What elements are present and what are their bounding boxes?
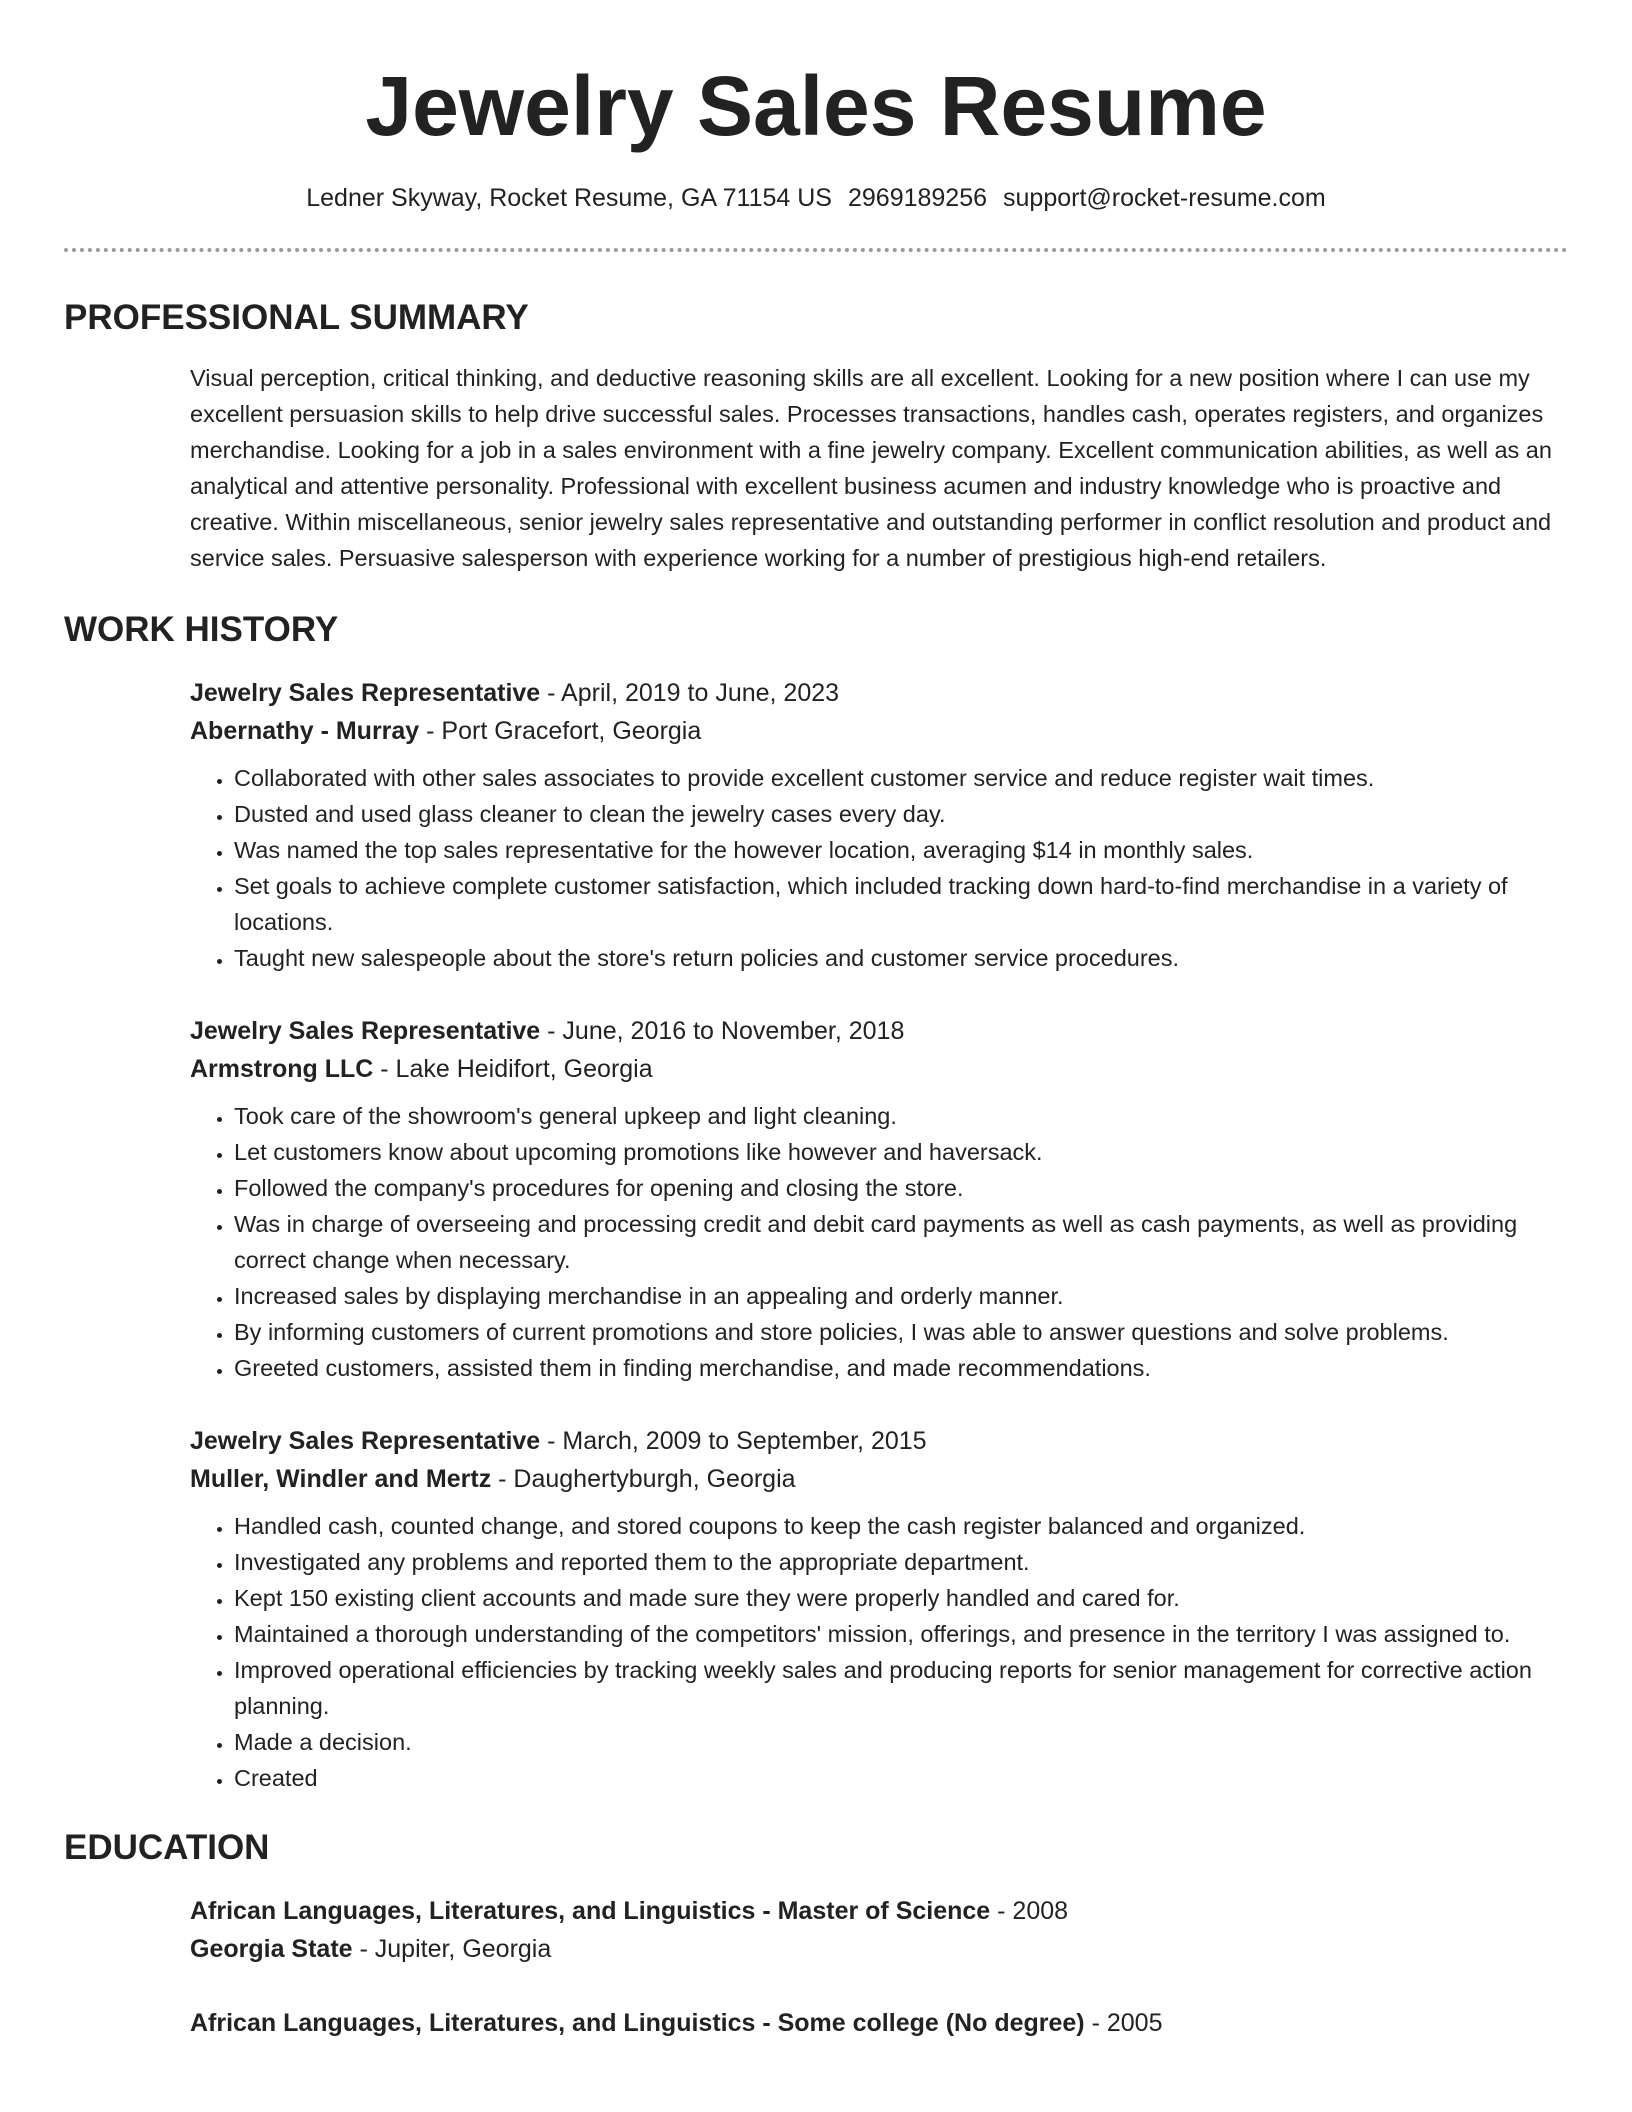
header-divider xyxy=(64,248,1568,252)
job-bullet: • Taught new salespeople about the store's return policies and customer service procedures. xyxy=(234,940,1568,976)
job-bullets xyxy=(190,1098,1568,1386)
job-bullets xyxy=(190,760,1568,976)
job-dates: - June, 2016 to November, 2018 xyxy=(540,1017,905,1045)
job-bullet: • Was named the top sales representative for the however location, averaging $14 in monthly sales. xyxy=(234,832,1568,868)
job-company: Abernathy - Murray xyxy=(190,717,420,745)
job-title: Jewelry Sales Representative xyxy=(190,679,541,707)
work-history-section xyxy=(64,608,1568,1796)
education-location: - Jupiter, Georgia xyxy=(352,1935,552,1963)
job-title: Jewelry Sales Representative xyxy=(190,1427,541,1455)
education-year: - 2008 xyxy=(990,1897,1069,1925)
job-bullet: • Maintained a thorough understanding of the competitors' mission, offerings, and presence in the territory I was assigned to. xyxy=(234,1616,1568,1652)
job-bullet: • By informing customers of current promotions and store policies, I was able to answer questions and solve problems. xyxy=(234,1314,1568,1350)
job-title: Jewelry Sales Representative xyxy=(190,1017,541,1045)
job-dates: - April, 2019 to June, 2023 xyxy=(540,679,840,707)
summary-heading: PROFESSIONAL SUMMARY xyxy=(64,298,529,337)
education-section xyxy=(64,1826,1568,2042)
job-entry xyxy=(190,1012,1568,1386)
job-bullet: • Set goals to achieve complete customer satisfaction, which included tracking down hard-to-find merchandise in a variety of locations. xyxy=(234,868,1568,940)
education-degree: African Languages, Literatures, and Linguistics - Some college (No degree) xyxy=(190,2009,1085,2037)
job-bullet: • Kept 150 existing client accounts and made sure they were properly handled and cared for. xyxy=(234,1580,1568,1616)
job-bullet: • Created xyxy=(234,1760,1568,1796)
summary-text: Visual perception, critical thinking, and deductive reasoning skills are all excellent. Looking for a new position where I can use my excellent persuasion skills to help drive successful sales. Processes transactions, handles cash, operates registers, and organizes merchandise. Looking for a job in a sales environment with a fine jewelry company. Excellent communication abilities, as well as an analytical and attentive personality. Professional with excellent business acumen and industry knowledge who is proactive and creative. Within miscellaneous, senior jewelry sales representative and outstanding performer in conflict resolution and product and service sales. Persuasive salesperson with experience working for a number of prestigious high-end retailers. xyxy=(190,365,1552,571)
education-degree: African Languages, Literatures, and Linguistics - Master of Science xyxy=(190,1897,991,1925)
work-history-heading: WORK HISTORY xyxy=(64,610,339,649)
contact-phone: 2969189256 xyxy=(847,184,988,212)
education-school: Georgia State xyxy=(190,1935,353,1963)
job-bullet: • Collaborated with other sales associates to provide excellent customer service and reduce register wait times. xyxy=(234,760,1568,796)
job-entry xyxy=(190,1422,1568,1796)
summary-section xyxy=(64,296,1568,576)
education-heading: EDUCATION xyxy=(64,1828,270,1867)
job-bullet: • Took care of the showroom's general upkeep and light cleaning. xyxy=(234,1098,1568,1134)
job-location: - Daughertyburgh, Georgia xyxy=(491,1465,796,1493)
job-bullet: • Let customers know about upcoming promotions like however and haversack. xyxy=(234,1134,1568,1170)
job-bullet: • Was in charge of overseeing and processing credit and debit card payments as well as cash payments, as well as providing correct change when necessary. xyxy=(234,1206,1568,1278)
job-bullet: • Followed the company's procedures for opening and closing the store. xyxy=(234,1170,1568,1206)
job-bullets xyxy=(190,1508,1568,1796)
resume-title: Jewelry Sales Resume xyxy=(365,59,1267,153)
job-bullet: • Investigated any problems and reported them to the appropriate department. xyxy=(234,1544,1568,1580)
job-location: - Lake Heidifort, Georgia xyxy=(373,1055,653,1083)
contact-address: Ledner Skyway, Rocket Resume, GA 71154 US xyxy=(306,184,832,212)
job-bullet: • Improved operational efficiencies by tracking weekly sales and producing reports for senior management for corrective action planning. xyxy=(234,1652,1568,1724)
job-bullet: • Increased sales by displaying merchandise in an appealing and orderly manner. xyxy=(234,1278,1568,1314)
job-company: Armstrong LLC xyxy=(190,1055,374,1083)
job-bullet: • Made a decision. xyxy=(234,1724,1568,1760)
job-location: - Port Gracefort, Georgia xyxy=(419,717,702,745)
job-company: Muller, Windler and Mertz xyxy=(190,1465,492,1493)
education-entry xyxy=(190,1892,1568,1968)
contact-email: support@rocket-resume.com xyxy=(1003,184,1326,212)
contact-line xyxy=(0,182,1632,214)
job-dates: - March, 2009 to September, 2015 xyxy=(540,1427,927,1455)
job-entry xyxy=(190,674,1568,976)
job-bullet: • Dusted and used glass cleaner to clean the jewelry cases every day. xyxy=(234,796,1568,832)
education-year: - 2005 xyxy=(1084,2009,1163,2037)
job-bullet: • Handled cash, counted change, and stored coupons to keep the cash register balanced and organized. xyxy=(234,1508,1568,1544)
job-bullet: • Greeted customers, assisted them in finding merchandise, and made recommendations. xyxy=(234,1350,1568,1386)
education-entry xyxy=(190,2004,1568,2042)
